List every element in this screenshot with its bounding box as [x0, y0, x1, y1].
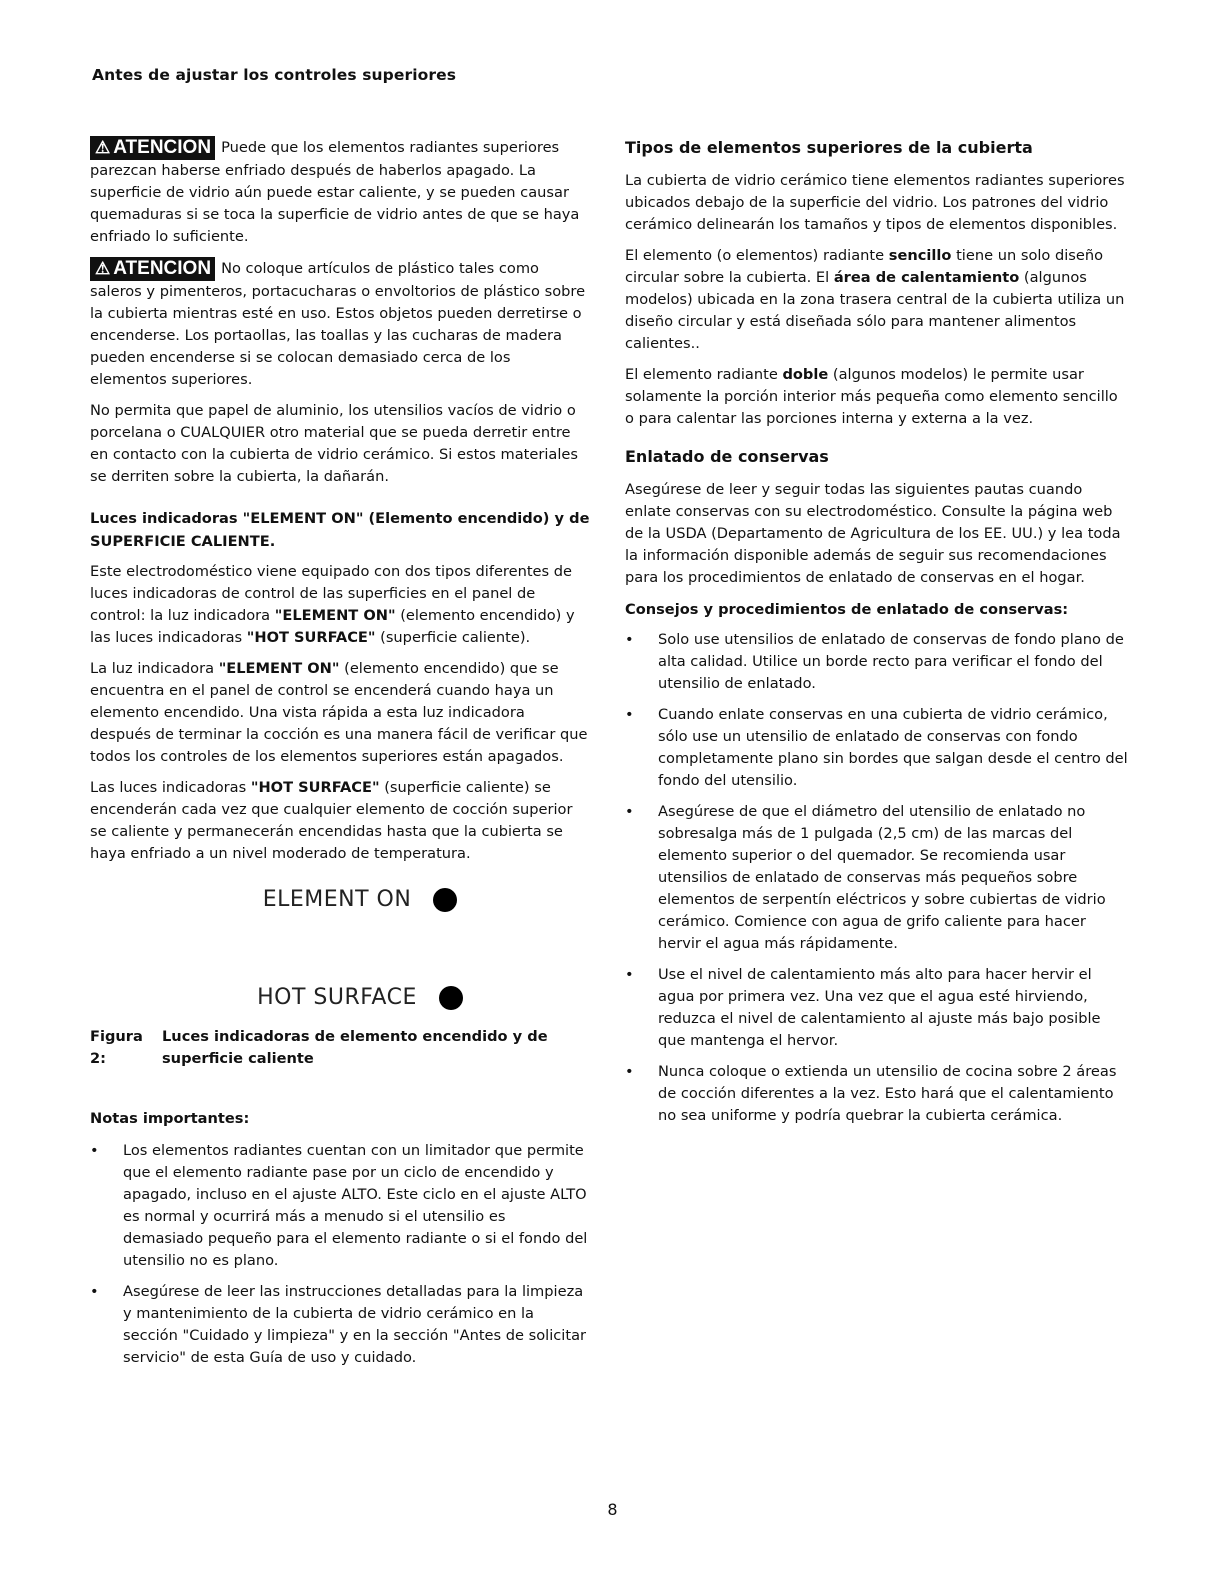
hot-surface-label: HOT SURFACE — [257, 985, 417, 1010]
bullet-icon: • — [625, 1063, 634, 1080]
warning-triangle-icon: ⚠ — [95, 138, 111, 157]
lights-paragraph-2: La luz indicadora "ELEMENT ON" (elemento encendido) que se encuentra en el panel de control se encenderá cuando haya un elemento encendido. Una vista rápida a esta luz indicadora después de terminar la cocción es una manera fácil de verificar que todos los controles de los elementos superiores están apagados. — [90, 660, 588, 765]
indicator-light-icon — [433, 888, 457, 912]
types-heading: Tipos de elementos superiores de la cubierta — [625, 138, 1033, 157]
figure-label: Figura 2: — [90, 1028, 143, 1067]
warning-badge-label: ATENCION — [113, 258, 212, 279]
notes-heading: Notas importantes: — [90, 1110, 250, 1127]
foil-paragraph: No permita que papel de aluminio, los utensilios vacíos de vidrio o porcelana o CUALQUIER otro material que se pueda derretir entre en contacto con la cubierta de vidrio cerámico. Si estos materiales se derriten sobre la cubierta, la dañarán. — [90, 402, 578, 485]
list-item: • Solo use utensilios de enlatado de conservas de fondo plano de alta calidad. Utilice un borde recto para verificar el fondo del utensilio de enlatado. — [625, 631, 1124, 692]
lights-heading: Luces indicadoras "ELEMENT ON" (Elemento encendido) y de SUPERFICIE CALIENTE. — [90, 510, 590, 550]
right-column — [625, 136, 1130, 1136]
warning-paragraph-1 — [90, 136, 590, 248]
bullet-icon: • — [90, 1283, 99, 1300]
element-on-label: ELEMENT ON — [262, 887, 412, 912]
list-item: • Asegúrese de que el diámetro del utensilio de enlatado no sobresalga más de 1 pulgada (2,5 cm) de las marcas del elemento superior o del quemador. Se recomienda usar utensilios de enlatado de conservas más pequeños sobre elementos de serpentín eléctricos y sobre cubiertas de vidrio cerámico. Comience con agua de grifo caliente para hacer hervir el agua más rápidamente. — [625, 803, 1106, 952]
canning-paragraph: Asegúrese de leer y seguir todas las siguientes pautas cuando enlate conservas con su electrodoméstico. Consulte la página web de la USDA (Departamento de Agricultura de los EE. UU.) y lea toda la información disponible además de seguir sus recomendaciones para los procedimientos de enlatado de conservas en el hogar. — [625, 481, 1121, 586]
list-item: • Use el nivel de calentamiento más alto para hacer hervir el agua por primera vez. Una vez que el agua esté hirviendo, reduzca el nivel de calentamiento al ajuste más bajo posible que mantenga el hervor. — [625, 966, 1101, 1049]
list-item: • Asegúrese de leer las instrucciones detalladas para la limpieza y mantenimiento de la cubierta de vidrio cerámico en la sección "Cuidado y limpieza" y en la sección "Antes de solicitar servicio" de esta Guía de uso y cuidado. — [90, 1283, 587, 1366]
page-title: Antes de ajustar los controles superiores — [92, 66, 457, 84]
warning-triangle-icon: ⚠ — [95, 259, 111, 278]
bullet-icon: • — [625, 706, 634, 723]
notes-list — [90, 1140, 590, 1369]
figure-caption-text: Luces indicadoras de elemento encendido y de superficie caliente — [162, 1028, 548, 1067]
lights-paragraph-1: Este electrodoméstico viene equipado con dos tipos diferentes de luces indicadoras de control de las superficies en el panel de control: la luz indicadora "ELEMENT ON" (elemento encendido) y las luces indicadoras "HOT SURFACE" (superficie caliente). — [90, 563, 575, 646]
types-paragraph-2: El elemento (o elementos) radiante sencillo tiene un solo diseño circular sobre la cubierta. El área de calentamiento (algunos modelos) ubicada en la zona trasera central de la cubierta utiliza un diseño circular y está diseñada sólo para mantener alimentos calientes.. — [625, 247, 1125, 352]
canning-heading: Enlatado de conservas — [625, 447, 829, 466]
element-on-indicator — [130, 888, 590, 912]
tips-heading: Consejos y procedimientos de enlatado de conservas: — [625, 601, 1069, 618]
types-paragraph-1: La cubierta de vidrio cerámico tiene elementos radiantes superiores ubicados debajo de la superficie del vidrio. Los patrones del vidrio cerámico delinearán los tamaños y tipos de elementos disponibles. — [625, 172, 1125, 233]
warning-badge — [90, 257, 215, 281]
indicator-light-icon — [439, 986, 463, 1010]
figure-caption — [90, 1026, 590, 1070]
list-item: • Los elementos radiantes cuentan con un limitador que permite que el elemento radiante pase por un ciclo de encendido y apagado, incluso en el ajuste ALTO. Este ciclo en el ajuste ALTO es normal y ocurrirá más a menudo si el utensilio es demasiado pequeño para el elemento radiante o si el fondo del utensilio no es plano. — [90, 1142, 588, 1269]
warning-text-2: No coloque artículos de plástico tales como saleros y pimenteros, portacucharas o envoltorios de plástico sobre la cubierta mientras esté en uso. Estos objetos pueden derretirse o encenderse. Los portaollas, las toallas y las cucharas de madera pueden encenderse si se colocan demasiado cerca de los elementos superiores. — [90, 260, 586, 388]
hot-surface-indicator — [130, 986, 590, 1010]
page-number: 8 — [607, 1500, 618, 1519]
bullet-icon: • — [625, 631, 634, 648]
left-column — [90, 136, 590, 1378]
bullet-icon: • — [90, 1142, 99, 1159]
tips-list — [625, 629, 1130, 1127]
bullet-icon: • — [625, 803, 634, 820]
types-paragraph-3: El elemento radiante doble (algunos modelos) le permite usar solamente la porción interior más pequeña como elemento sencillo o para calentar las porciones interna y externa a la vez. — [625, 366, 1118, 427]
bullet-icon: • — [625, 966, 634, 983]
warning-paragraph-2 — [90, 257, 590, 391]
list-item: • Nunca coloque o extienda un utensilio de cocina sobre 2 áreas de cocción diferentes a la vez. Esto hará que el calentamiento no sea uniforme y podría quebrar la cubierta cerámica. — [625, 1063, 1117, 1124]
warning-badge — [90, 136, 215, 160]
warning-text-1: Puede que los elementos radiantes superiores parezcan haberse enfriado después de haberlos apagado. La superficie de vidrio aún puede estar caliente, y se pueden causar quemaduras si se toca la superficie de vidrio antes de que se haya enfriado lo suficiente. — [90, 139, 580, 245]
warning-badge-label: ATENCION — [113, 137, 212, 158]
list-item: • Cuando enlate conservas en una cubierta de vidrio cerámico, sólo use un utensilio de enlatado de conservas con fondo completamente plano sin bordes que salgan desde el centro del fondo del utensilio. — [625, 706, 1128, 789]
lights-paragraph-3: Las luces indicadoras "HOT SURFACE" (superficie caliente) se encenderán cada vez que cualquier elemento de cocción superior se caliente y permanecerán encendidas hasta que la cubierta se haya enfriado a un nivel moderado de temperatura. — [90, 779, 573, 862]
